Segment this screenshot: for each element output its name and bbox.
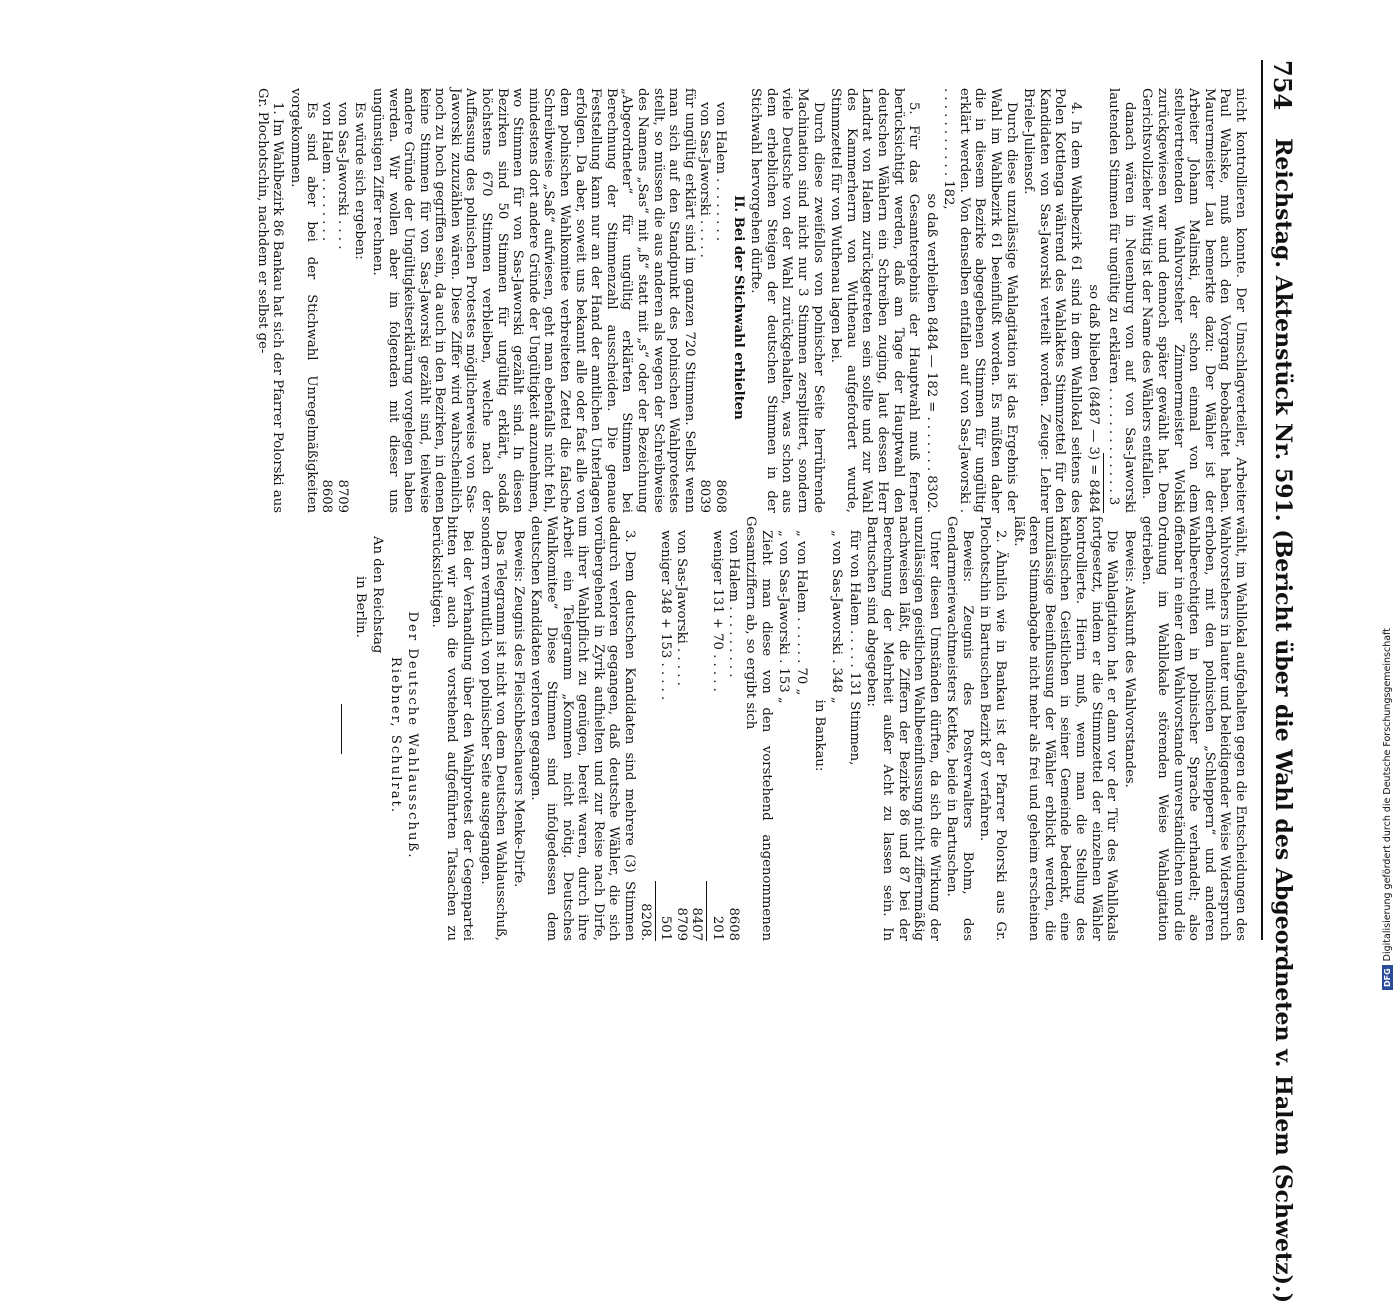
row-value: 8407 [689,907,705,941]
page-header [1261,60,1303,1303]
row-label: von Sas-Jaworski . . . . [334,102,350,250]
paragraph: Durch diese zweifellos von polnischer Seite herrührende Machination sind nicht nur 3 Stimmen zersplittert, sondern viele Deutsche von der Wahl zurückgehalten, was schon aus dem erheblichen Steigen der deutschen Stimmen in der Stichwahl hervorgehen dürfte. [748,88,826,513]
row-value: 8709 [334,479,350,513]
paragraph: Die Wahlagitation hat er dann vor der Tür des Wahllokals fortgesetzt, indem er die Stimmzettel der einzelnen Wähler kontrollierte. Hierin muß, wenn man die Stellung des katholischen Geistlichen in seiner Gemeinde bedenkt, eine unzulässige Beeinflussung der Wähler erblickt werden, die deren Stimmabgabe nicht mehr als frei und geheim erscheinen läßt. [1010,516,1120,941]
divider [341,704,342,754]
row-label: von Sas-Jaworski . . . . . [697,102,713,258]
page-number: 754 [1268,60,1298,111]
paragraph: Durch diese unzulässige Wahlagitation ist das Ergebnis der Wahl im Wahlbezirk 61 beeinflußt worden. Es müßten daher die in diesem Bezirke abgegebenen Stimmen für ungültig erklärt werden. Von denselben entfallen auf von Sas-Jaworski . . . . . . . . . . . . 182, [941,88,1019,513]
row-label: von Halem . . . . . . . . . [725,530,741,678]
paragraph: Beweis: Zeugnis des Postverwalters Bohm, des Gendarmeriewachtmeisters Kettke, beide in Bartuschen. [944,516,975,941]
paragraph: Das Telegramm ist nicht von dem Deutschen Wahlausschuß, sondern vermutlich von polnischer Seite ausgegangen. [477,516,509,941]
divider [655,881,656,941]
signature-name: Riebner, Schulrat. [387,656,403,815]
credit-text: Digitalisierung gefördert durch die Deutsche Forschungsgemeinschaft [1382,628,1393,962]
paragraph: für ungültig erklärt sind im ganzen 720 Stimmen. Selbst wenn man sich auf den Standpunkt des polnischen Wahlprotestes stellt, so müssen die aus anderen als wegen der Schreibweise des Namens „Sas“ mit „ß“ statt mit „s“ oder der Bezeichnung „Abgeordneter“ für ungültig erklärten Stimmen bei Berechnung der Stimmenzahl ausscheiden. Die genaue Feststellung kann nur an der Hand der amtlichen Unterlagen erfolgen. Da aber, soweit uns bekannt alle oder fast alle von dem polnischen Wahlkomitee verbreiteten Zettel die falsche Schreibweise „Saß“ aufwiesen, geht man ebenfalls nicht fehl, mindestens dort andere Gründe der Ungültigkeit anzunehmen, wo Stimmen für von Sas-Jaworski gezählt sind. In diesen Bezirken sind 50 Stimmen für ungültig erklärt, sodaß höchstens 670 Stimmen verbleiben, welche nach der Auffassung des polnischen Protestes möglicherweise von Sas-Jaworski zuzuzählen wären. Diese Ziffer wird wahrscheinlich noch zu hoch gegriffen sein, da auch in den Bezirken, in denen keine Stimmen für von Sas-Jaworski gezählt sind, teilweise andere Gründe der Ungültigkeitserklärung vorgelegen haben werden. Wir wollen aber im folgenden mit dieser uns ungünstigen Ziffer rechnen. [369,88,697,513]
row-label: weniger 131 + 70 . . . . . [710,530,725,692]
paragraph: Es sind aber bei der Stichwahl Unregelmäßigkeiten vorgekommen. [287,88,319,513]
row-value: 8039 [697,479,713,513]
paragraph: „ von Sas-Jaworski . 153 „ [776,530,792,704]
row-value: 8208. [637,903,653,941]
divider [1103,453,1104,513]
paragraph: Es würde sich ergeben: [352,102,368,260]
paragraph: so daß verbleiben 8484 — 182 = . . . . . . . 8302. [923,193,939,513]
paragraph: für von Halem . . . . . 131 Stimmen, [846,530,862,766]
section-heading: II. Bei der Stichwahl erhielten [730,195,746,420]
row-value: 501 [658,915,674,941]
paragraph: 3. Dem deutschen Kandidaten sind mehrere (3) Stimmen dadurch verloren gegangen, daß deutsche Wähler, die sich vorübergehend in Zyrik aufhielten und zur Reise nach Dirfe, um ihrer Wahlpflicht zu genügen, bereit waren, durch ihre Arbeit ein Telegramm „Kommen nicht nötig. Deutsches Wahlkomitee“ Diese Stimmen sind infolgedessen dem deutschen Kandidaten verloren gegangen. [528,516,638,941]
paragraph: Unter diesen Umständen dürften, da sich die Wirkung der unzulässigen geistlichen Wahlbeeinflussung nicht ziffernmäßig nachweisen läßt, die Ziffern der Bezirke 86 und 87 bei der Berechnung der Mehrheit außer Acht zu lassen sein. In Bartuschen sind abgegeben: [864,516,942,941]
address-line: in Berlin. [352,576,368,638]
divider [706,881,707,941]
row-label: weniger 348 + 153 . . . . . [658,530,674,701]
row-value: 8608 [713,479,728,513]
table-row [319,88,335,513]
table-row [673,516,689,941]
paragraph: „ von Sas-Jaworski . 348 „ [829,530,845,704]
dfg-logo-icon: DFG [1382,965,1393,990]
digitization-credit [1382,628,1393,990]
row-value: 201 [710,915,725,941]
address-line: An den Reichstag [370,536,386,654]
paragraph: 2. Ähnlich wie in Bankau ist der Pfarrer Polorski aus Gr. Plochotschin in Bartuschen Bezirk 87 verfahren. [977,516,1009,941]
row-label: von Halem . . . . . . . . [319,102,335,242]
table-row [637,516,653,941]
paragraph: Zieht man diese von den vorstehend angenommenen Gesamtziffern ab, so ergibt sich [743,516,774,941]
paragraph: 1. Im Wahlbezirk 86 Bankau hat sich der Pfarrer Polorski aus Gr. Plochotschin, nachdem er selbst ge- [254,88,286,513]
paragraph: Beweis: Zeugnis des Fleischbeschauers Menke-Dirfe. [510,530,526,888]
table-row [697,88,713,513]
table-row [712,88,728,513]
paragraph: in Bankau: [811,699,827,772]
table-row [334,88,350,513]
paragraph: wählt, im Wahllokal aufgehalten gegen die Entscheidungen des Wahlvorstehers in lauter und beleidigender Weise Widerspruch erhoben, mit den polnischen „Schleppern“ und anderen Wahlberechtigten in polnischer Sprache verhandelt; also offenbar in einer dem Wahlvorstande unverständlichen und die Ordnung im Wahllokale störenden Weise Wahlagitation getrieben. [1139,516,1248,941]
table-row [658,516,674,941]
paragraph: so daß blieben (8487 — 3) = 8484 [1085,284,1101,513]
paragraph: Beweis: Auskunft des Wahlvorstandes. [1121,530,1137,788]
paragraph: danach wären in Neuenburg von auf von Sas-Jaworski lautenden Stimmen für ungültig zu erklären . . . . . . . . . . . . . 3 [1106,88,1137,513]
paragraph: „ von Halem . . . . . . 70 „ [793,530,809,696]
signature-committee: Der Deutsche Wahlausschuß. [405,611,421,860]
row-label: von Halem . . . . . . . . [713,102,728,242]
left-column [252,88,1248,513]
right-column [341,516,1248,941]
digitization-sidebar [1366,0,1393,1000]
table-row [725,516,741,941]
paragraph: 5. Für das Gesamtergebnis der Hauptwahl muß ferner berücksichtigt werden, daß am Tage der Hauptwahl den deutschen Wählern ein Schreiben zuging, laut dessen Herr Landrat von Halem zurückgetreten sein sollte und zur Wahl des Kammerherrn von Wuthenau aufgefordert wurde, Stimmzettel für von Wuthenau lagen bei. [828,88,922,513]
row-value: 8709 [673,907,689,941]
row-label: von Sas-Jaworski . . . . . [673,530,689,686]
table-row [689,516,705,941]
row-value: 8608 [319,479,335,513]
paragraph: 4. In dem Wahlbezirk 61 sind in dem Wahllokal seitens des Polen Kottlenga während des Wahlaktes Stimmzettel für den Kandidaten von Sas-Jaworski verteilt worden. Zeuge: Lehrer Briele-Juliensof. [1021,88,1084,513]
page-title: Reichstag. Aktenstück Nr. 591. (Bericht über die Wahl des Abgeordneten v. Halem (Schwetz).) [1270,138,1296,1303]
paragraph: nicht kontrollieren konnte. Der Umschlagverteiler, Arbeiter Paul Wahske, muß auch den Vorgang beobachtet haben. Maurermeister Lau bemerkte dazu: Der Wähler ist der Arbeiter Johann Malinski, der schon einmal von dem stellvertretenden Wahlvorsteher Zimmermeister Wolski zurückgewiesen war und dennoch später gewählt hat. Dem Gerichtsvollzieher Wittig ist der Name des Wählers entfallen. [1139,88,1248,513]
paragraph: Bei der Verhandlung über den Wahlprotest der Gegenpartei bitten wir auch die vorstehend aufgeführten Tatsachen zu berücksichtigen. [428,516,476,941]
table-row [709,516,725,941]
row-value: 8608 [725,907,741,941]
